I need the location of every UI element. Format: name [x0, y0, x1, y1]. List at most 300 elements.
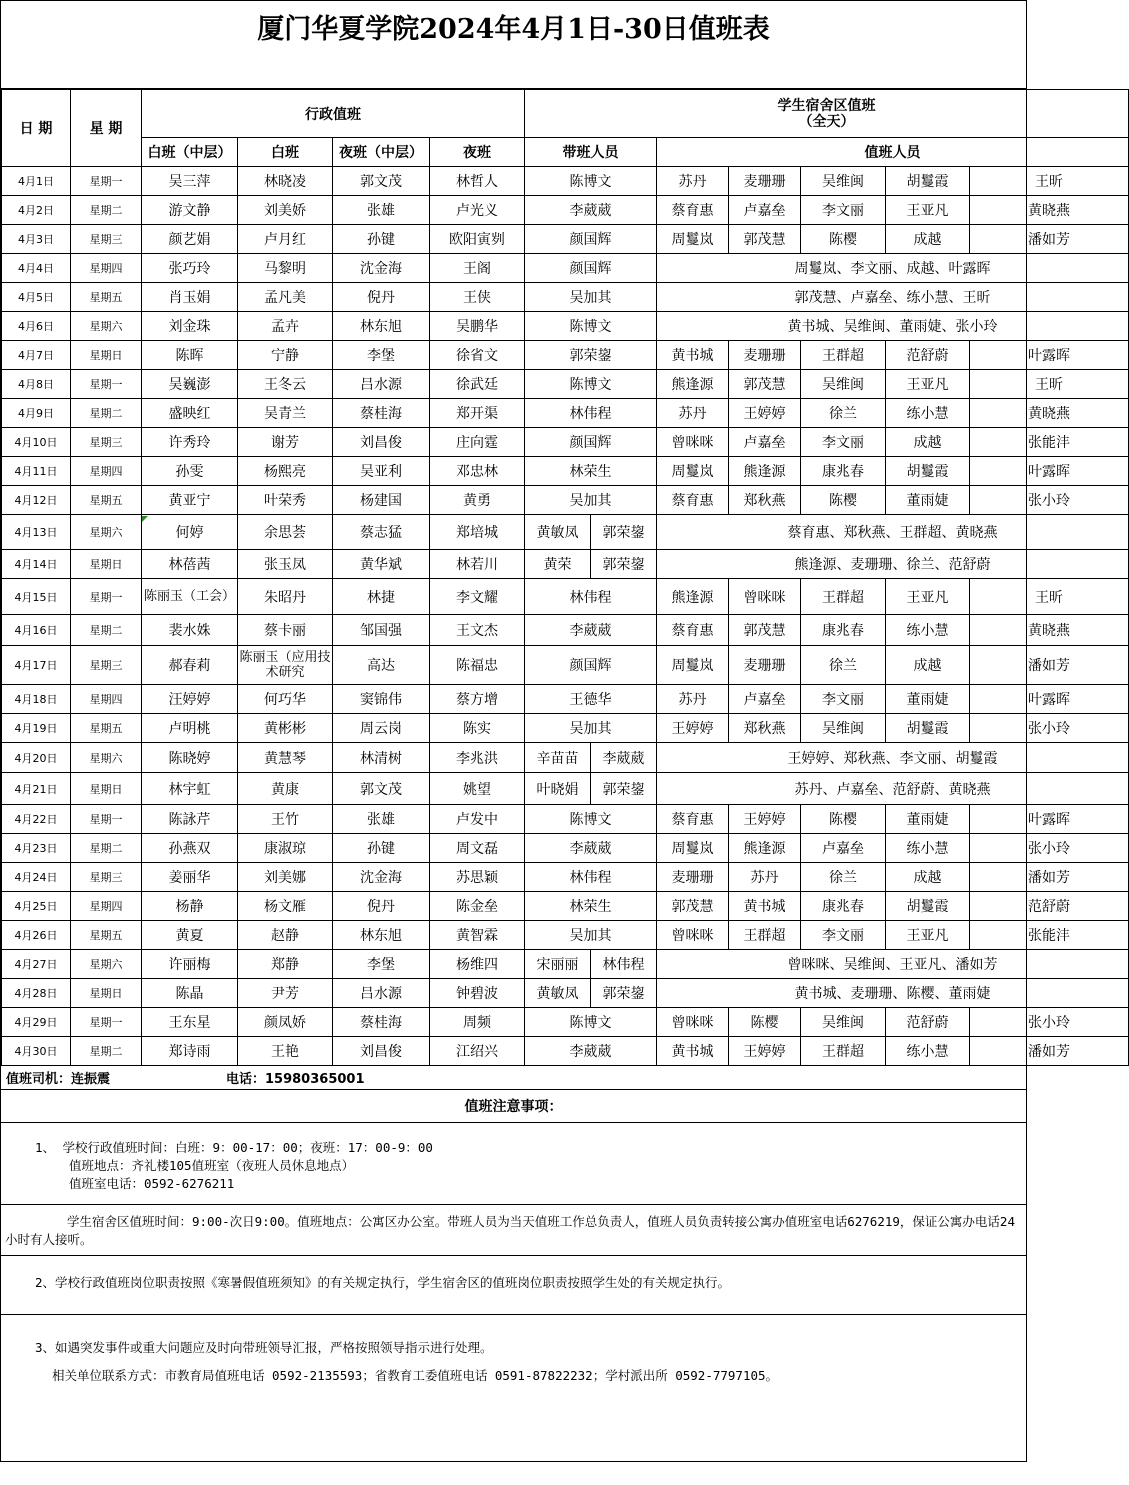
row-night-mid: 吕水源: [333, 979, 430, 1008]
table-row: [2, 950, 1129, 979]
row-staff: 黄书城: [729, 892, 801, 921]
row-staff: 李文丽: [801, 921, 886, 950]
row-night: 邓忠林: [430, 457, 525, 486]
row-staff: 董雨婕: [886, 486, 970, 515]
row-date: 4月19日: [2, 714, 71, 743]
row-day: 朱昭丹: [238, 579, 333, 615]
row-night-mid: 李堡: [333, 341, 430, 370]
table-row: [2, 646, 1129, 685]
row-weekday: 星期六: [71, 743, 142, 773]
row-staff: 蔡育惠: [657, 615, 729, 646]
row-day-mid: 杨静: [142, 892, 238, 921]
row-staff: 范舒蔚: [886, 1008, 970, 1037]
row-staff: 徐兰: [801, 646, 886, 685]
row-staff: 范舒蔚: [970, 892, 1129, 921]
row-day-mid: 许秀玲: [142, 428, 238, 457]
row-leader: 王德华: [525, 685, 657, 714]
table-row: [2, 167, 1129, 196]
row-day-mid: 陈詠芹: [142, 805, 238, 834]
note-admin-hours-line1: 1、 学校行政值班时间：白班：9：00-17：00；夜班：17：00-9：00: [35, 1140, 433, 1155]
row-leader: 颜国辉: [525, 646, 657, 685]
row-day: 颜凤娇: [238, 1008, 333, 1037]
table-row: [2, 457, 1129, 486]
row-leader: 林荣生: [525, 892, 657, 921]
row-date: 4月23日: [2, 834, 71, 863]
table-row: [2, 834, 1129, 863]
row-staff: 苏丹: [729, 863, 801, 892]
table-row: [2, 370, 1129, 399]
row-weekday: 星期六: [71, 312, 142, 341]
row-day-mid: 盛映红: [142, 399, 238, 428]
row-day: 孟凡美: [238, 283, 333, 312]
row-staff: 熊逢源: [657, 370, 729, 399]
row-staff-group: 周鬘岚、李文丽、成越、叶露晖: [657, 254, 1129, 283]
table-row: [2, 805, 1129, 834]
row-staff: 董雨婕: [886, 685, 970, 714]
row-night: 蔡方增: [430, 685, 525, 714]
row-day: 张玉凤: [238, 550, 333, 579]
note-emergency: [1, 1315, 1026, 1485]
row-staff: 蔡育惠: [657, 486, 729, 515]
row-staff: 周鬘岚: [657, 646, 729, 685]
row-day-mid: 陈晶: [142, 979, 238, 1008]
row-staff: 郭茂慧: [729, 370, 801, 399]
row-day-mid: 肖玉娟: [142, 283, 238, 312]
row-weekday: 星期四: [71, 892, 142, 921]
header-weekday: 星 期: [71, 90, 142, 167]
row-date: 4月12日: [2, 486, 71, 515]
row-date: 4月20日: [2, 743, 71, 773]
row-weekday: 星期一: [71, 1008, 142, 1037]
table-row: [2, 341, 1129, 370]
cell-comment-marker-icon: [142, 516, 148, 522]
row-night: 林若川: [430, 550, 525, 579]
row-staff: 黄晓燕: [970, 399, 1129, 428]
table-row: [2, 921, 1129, 950]
row-staff: 卢嘉垒: [729, 685, 801, 714]
row-night: 苏思颖: [430, 863, 525, 892]
row-leader: 黄敏凤: [525, 979, 591, 1008]
row-weekday: 星期五: [71, 921, 142, 950]
row-staff: 张小玲: [970, 834, 1129, 863]
roster-table: [1, 89, 1129, 1066]
row-day: 黄康: [238, 773, 333, 805]
row-staff: 康兆春: [801, 457, 886, 486]
row-day: 何巧华: [238, 685, 333, 714]
row-night-mid: 窦锦伟: [333, 685, 430, 714]
row-staff: 叶露晖: [970, 805, 1129, 834]
row-staff: 潘如芳: [970, 646, 1129, 685]
row-staff: 王婷婷: [657, 714, 729, 743]
row-date: 4月18日: [2, 685, 71, 714]
row-night: 陈实: [430, 714, 525, 743]
row-date: 4月25日: [2, 892, 71, 921]
table-row: [2, 550, 1129, 579]
row-staff: 苏丹: [657, 685, 729, 714]
row-leader: 宋丽丽: [525, 950, 591, 979]
row-day-mid: 张巧玲: [142, 254, 238, 283]
row-leader: 吴加其: [525, 283, 657, 312]
row-weekday: 星期日: [71, 550, 142, 579]
row-staff: 范舒蔚: [886, 341, 970, 370]
page-title: 厦门华夏学院2024年4月1日-30日值班表: [1, 1, 1026, 89]
row-day: 林晓凌: [238, 167, 333, 196]
driver-phone: 电话：15980365001: [226, 1072, 365, 1087]
row-leader: 颜国辉: [525, 428, 657, 457]
header-leader: 带班人员: [525, 138, 657, 167]
row-staff: 成越: [886, 863, 970, 892]
row-date: 4月10日: [2, 428, 71, 457]
row-staff: 吴维闽: [801, 167, 886, 196]
row-night-mid: 张雄: [333, 805, 430, 834]
row-staff: 黄晓燕: [970, 196, 1129, 225]
row-date: 4月21日: [2, 773, 71, 805]
row-leader: 黄敏凤: [525, 515, 591, 550]
row-day: 郑静: [238, 950, 333, 979]
row-staff: 卢嘉垒: [729, 196, 801, 225]
row-staff: 成越: [886, 225, 970, 254]
row-day-mid: 孙雯: [142, 457, 238, 486]
row-date: 4月6日: [2, 312, 71, 341]
row-day: 赵静: [238, 921, 333, 950]
row-night-mid: 郭文茂: [333, 773, 430, 805]
header-night: 夜班: [430, 138, 525, 167]
row-leader: 李葳葳: [525, 1037, 657, 1066]
row-day: 黄彬彬: [238, 714, 333, 743]
row-staff: 王昕: [970, 167, 1129, 196]
row-leader: 陈博文: [525, 312, 657, 341]
row-night: 陈金垒: [430, 892, 525, 921]
notes-title: 值班注意事项：: [1, 1090, 1026, 1123]
row-staff: 王群超: [729, 921, 801, 950]
row-day: 王竹: [238, 805, 333, 834]
table-row: [2, 283, 1129, 312]
row-leader: 郭荣鋆: [525, 341, 657, 370]
row-date: 4月4日: [2, 254, 71, 283]
row-staff: 陈樱: [729, 1008, 801, 1037]
row-night: 周文磊: [430, 834, 525, 863]
row-staff-group: 王婷婷、郑秋燕、李文丽、胡鬘霞: [657, 743, 1129, 773]
row-staff: 曾咪咪: [657, 1008, 729, 1037]
row-weekday: 星期日: [71, 773, 142, 805]
row-date: 4月3日: [2, 225, 71, 254]
row-night-mid: 蔡志猛: [333, 515, 430, 550]
note-admin-location: 值班地点：齐礼楼105值班室（夜班人员休息地点）: [69, 1158, 355, 1173]
row-night: 王侠: [430, 283, 525, 312]
row-night-mid: 郭文茂: [333, 167, 430, 196]
row-staff: 董雨婕: [886, 805, 970, 834]
row-leader: 林伟程: [525, 579, 657, 615]
row-staff: 张小玲: [970, 486, 1129, 515]
row-leader: 吴加其: [525, 921, 657, 950]
row-staff: 张小玲: [970, 714, 1129, 743]
row-staff: 成越: [886, 646, 970, 685]
row-night: 周频: [430, 1008, 525, 1037]
row-night-mid: 蔡桂海: [333, 399, 430, 428]
header-dorm-duty: [525, 90, 1129, 138]
row-date: 4月22日: [2, 805, 71, 834]
row-staff: 王昕: [970, 370, 1129, 399]
row-staff: 胡鬘霞: [886, 457, 970, 486]
row-day: 蔡卡丽: [238, 615, 333, 646]
row-day-mid: 陈晖: [142, 341, 238, 370]
row-night-mid: 刘昌俊: [333, 428, 430, 457]
row-day-mid: 何婷: [142, 515, 238, 550]
row-date: 4月29日: [2, 1008, 71, 1037]
row-night-mid: 邹国强: [333, 615, 430, 646]
row-weekday: 星期三: [71, 225, 142, 254]
row-weekday: 星期五: [71, 283, 142, 312]
row-staff: 叶露晖: [970, 341, 1129, 370]
table-row: [2, 428, 1129, 457]
row-night-mid: 林东旭: [333, 921, 430, 950]
table-row: [2, 1037, 1129, 1066]
note-contacts: 相关单位联系方式：市教育局值班电话 0592-2135593；省教育工委值班电话 0591-87822232；学村派出所 0592-7797105。: [52, 1368, 779, 1383]
row-night: 王阁: [430, 254, 525, 283]
row-date: 4月17日: [2, 646, 71, 685]
row-day-mid: 许丽梅: [142, 950, 238, 979]
row-staff: 蔡育惠: [657, 196, 729, 225]
row-staff: 黄书城: [657, 341, 729, 370]
table-row: [2, 892, 1129, 921]
header-day-mid: 白班（中层）: [142, 138, 238, 167]
table-row: [2, 714, 1129, 743]
row-staff: 苏丹: [657, 167, 729, 196]
row-leader: 黄荣: [525, 550, 591, 579]
row-day: 杨熙亮: [238, 457, 333, 486]
row-weekday: 星期五: [71, 714, 142, 743]
row-day: 尹芳: [238, 979, 333, 1008]
row-staff: 麦珊珊: [729, 167, 801, 196]
row-leader: 陈博文: [525, 805, 657, 834]
table-row: [2, 1008, 1129, 1037]
row-weekday: 星期日: [71, 979, 142, 1008]
row-day: 王艳: [238, 1037, 333, 1066]
row-night-mid: 吕水源: [333, 370, 430, 399]
row-staff: 吴维闽: [801, 1008, 886, 1037]
row-leader: 陈博文: [525, 370, 657, 399]
row-weekday: 星期四: [71, 457, 142, 486]
row-staff: 熊逢源: [657, 579, 729, 615]
table-row: [2, 685, 1129, 714]
row-night-mid: 林捷: [333, 579, 430, 615]
row-staff: 郑秋燕: [729, 486, 801, 515]
header-staff: 值班人员: [657, 138, 1129, 167]
row-night: 郑开渠: [430, 399, 525, 428]
row-day: 杨文雁: [238, 892, 333, 921]
row-day: 余思荟: [238, 515, 333, 550]
row-leader: 颜国辉: [525, 254, 657, 283]
row-staff: 李文丽: [801, 428, 886, 457]
row-night: 徐省文: [430, 341, 525, 370]
row-staff: 叶露晖: [970, 685, 1129, 714]
row-leader: 李葳葳: [591, 743, 657, 773]
row-night: 钟碧波: [430, 979, 525, 1008]
row-leader: 郭荣鋆: [591, 515, 657, 550]
row-weekday: 星期四: [71, 254, 142, 283]
row-day: 王冬云: [238, 370, 333, 399]
row-night: 李兆洪: [430, 743, 525, 773]
row-night: 王文杰: [430, 615, 525, 646]
row-weekday: 星期二: [71, 615, 142, 646]
row-day-mid: 林蓓茜: [142, 550, 238, 579]
row-leader: 陈博文: [525, 167, 657, 196]
row-day: 卢月红: [238, 225, 333, 254]
row-staff: 王亚凡: [886, 370, 970, 399]
row-weekday: 星期三: [71, 863, 142, 892]
row-day-mid: 郝春莉: [142, 646, 238, 685]
row-staff: 徐兰: [801, 399, 886, 428]
row-day: 刘美娇: [238, 196, 333, 225]
note-emergency-text: 3、如遇突发事件或重大问题应及时向带班领导汇报，严格按照领导指示进行处理。: [35, 1340, 493, 1355]
row-night-mid: 倪丹: [333, 892, 430, 921]
header-day: 白班: [238, 138, 333, 167]
row-staff: 麦珊珊: [657, 863, 729, 892]
row-staff: 蔡育惠: [657, 805, 729, 834]
row-night-mid: 林东旭: [333, 312, 430, 341]
row-day-mid: 姜丽华: [142, 863, 238, 892]
row-night-mid: 倪丹: [333, 283, 430, 312]
row-day-mid: 林宇虹: [142, 773, 238, 805]
table-row: [2, 312, 1129, 341]
row-date: 4月5日: [2, 283, 71, 312]
row-day: 黄慧琴: [238, 743, 333, 773]
note-admin-hours: [1, 1123, 1026, 1205]
row-staff: 王群超: [801, 341, 886, 370]
row-night: 黄勇: [430, 486, 525, 515]
row-night-mid: 黄华斌: [333, 550, 430, 579]
row-staff: 曾咪咪: [657, 428, 729, 457]
row-staff: 成越: [886, 428, 970, 457]
row-staff: 王婷婷: [729, 1037, 801, 1066]
row-staff: 王亚凡: [886, 579, 970, 615]
row-staff: 苏丹: [657, 399, 729, 428]
header-night-mid: 夜班（中层）: [333, 138, 430, 167]
row-date: 4月30日: [2, 1037, 71, 1066]
row-day-mid: 刘金珠: [142, 312, 238, 341]
row-night: 陈福忠: [430, 646, 525, 685]
row-night: 黄智霖: [430, 921, 525, 950]
row-staff: 康兆春: [801, 892, 886, 921]
row-staff: 王婷婷: [729, 399, 801, 428]
row-night: 杨维四: [430, 950, 525, 979]
table-row: [2, 196, 1129, 225]
row-staff: 曾咪咪: [729, 579, 801, 615]
row-day-mid: 陈丽玉（工会）: [142, 579, 238, 615]
row-staff-group: 曾咪咪、吴维闽、王亚凡、潘如芳: [657, 950, 1129, 979]
row-leader: 陈博文: [525, 1008, 657, 1037]
row-day-mid: 陈晓婷: [142, 743, 238, 773]
row-day-mid: 王东星: [142, 1008, 238, 1037]
row-staff: 潘如芳: [970, 863, 1129, 892]
row-night: 卢发中: [430, 805, 525, 834]
note-duty-rules: 2、学校行政值班岗位职责按照《寒暑假值班须知》的有关规定执行，学生宿舍区的值班岗位职责按照学生处的有关规定执行。: [1, 1256, 1026, 1315]
row-leader: 林荣生: [525, 457, 657, 486]
row-weekday: 星期二: [71, 399, 142, 428]
note-dorm-hours: 学生宿舍区值班时间：9:00-次日9:00。值班地点：公寓区办公室。带班人员为当天值班工作总负责人，值班人员负责转接公寓办值班室电话6276219，保证公寓办电话24小时有人接听。: [1, 1205, 1026, 1256]
row-staff: 李文丽: [801, 196, 886, 225]
row-date: 4月26日: [2, 921, 71, 950]
row-night-mid: 高达: [333, 646, 430, 685]
row-staff: 郭茂慧: [729, 225, 801, 254]
driver-info: [1, 1066, 1026, 1090]
row-staff: 麦珊珊: [729, 341, 801, 370]
row-leader: 颜国辉: [525, 225, 657, 254]
row-day-mid: 孙燕双: [142, 834, 238, 863]
row-date: 4月1日: [2, 167, 71, 196]
row-day: 孟卉: [238, 312, 333, 341]
row-staff: 吴维闽: [801, 370, 886, 399]
row-staff: 王婷婷: [729, 805, 801, 834]
row-weekday: 星期四: [71, 685, 142, 714]
row-staff: 叶露晖: [970, 457, 1129, 486]
row-day-mid: 颜艺娟: [142, 225, 238, 254]
row-leader: 李葳葳: [525, 834, 657, 863]
row-staff: 陈樱: [801, 225, 886, 254]
row-day: 陈丽玉（应用技术研究: [238, 646, 333, 685]
row-staff: 王群超: [801, 579, 886, 615]
row-night-mid: 林清树: [333, 743, 430, 773]
row-weekday: 星期二: [71, 196, 142, 225]
table-row: [2, 225, 1129, 254]
row-staff: 陈樱: [801, 805, 886, 834]
row-day-mid: 黄夏: [142, 921, 238, 950]
row-staff-group: 熊逢源、麦珊珊、徐兰、范舒蔚: [657, 550, 1129, 579]
table-row: [2, 254, 1129, 283]
row-staff: 练小慧: [886, 615, 970, 646]
row-staff: 黄晓燕: [970, 615, 1129, 646]
row-staff: 张能沣: [970, 428, 1129, 457]
header-dorm-line1: 学生宿舍区值班: [777, 97, 876, 114]
row-staff: 黄书城: [657, 1037, 729, 1066]
roster-body: [2, 167, 1129, 1066]
row-staff: 张小玲: [970, 1008, 1129, 1037]
row-day: 吴青兰: [238, 399, 333, 428]
row-weekday: 星期六: [71, 950, 142, 979]
row-staff: 郭茂慧: [729, 615, 801, 646]
row-weekday: 星期三: [71, 428, 142, 457]
row-day: 马黎明: [238, 254, 333, 283]
row-staff-group: 黄书城、吴维闽、董雨婕、张小玲: [657, 312, 1129, 341]
row-date: 4月16日: [2, 615, 71, 646]
row-leader: 李葳葳: [525, 615, 657, 646]
table-row: [2, 615, 1129, 646]
row-night: 郑培城: [430, 515, 525, 550]
row-staff-group: 黄书城、麦珊珊、陈樱、董雨婕: [657, 979, 1129, 1008]
row-day-mid: 裴水姝: [142, 615, 238, 646]
row-staff: 熊逢源: [729, 457, 801, 486]
row-weekday: 星期一: [71, 805, 142, 834]
row-date: 4月15日: [2, 579, 71, 615]
row-leader: 郭荣鋆: [591, 773, 657, 805]
row-night-mid: 吴亚利: [333, 457, 430, 486]
note-admin-phone: 值班室电话：0592-6276211: [69, 1176, 235, 1191]
row-date: 4月13日: [2, 515, 71, 550]
row-leader: 林伟程: [591, 950, 657, 979]
row-staff: 周鬘岚: [657, 457, 729, 486]
row-leader: 叶晓娟: [525, 773, 591, 805]
row-staff: 曾咪咪: [657, 921, 729, 950]
row-staff: 潘如芳: [970, 1037, 1129, 1066]
row-day: 康淑琼: [238, 834, 333, 863]
row-night: 欧阳寅刿: [430, 225, 525, 254]
row-weekday: 星期五: [71, 486, 142, 515]
row-staff: 周鬘岚: [657, 225, 729, 254]
row-leader: 郭荣鋆: [591, 550, 657, 579]
row-night-mid: 周云岗: [333, 714, 430, 743]
header-date: 日 期: [2, 90, 71, 167]
row-day: 谢芳: [238, 428, 333, 457]
